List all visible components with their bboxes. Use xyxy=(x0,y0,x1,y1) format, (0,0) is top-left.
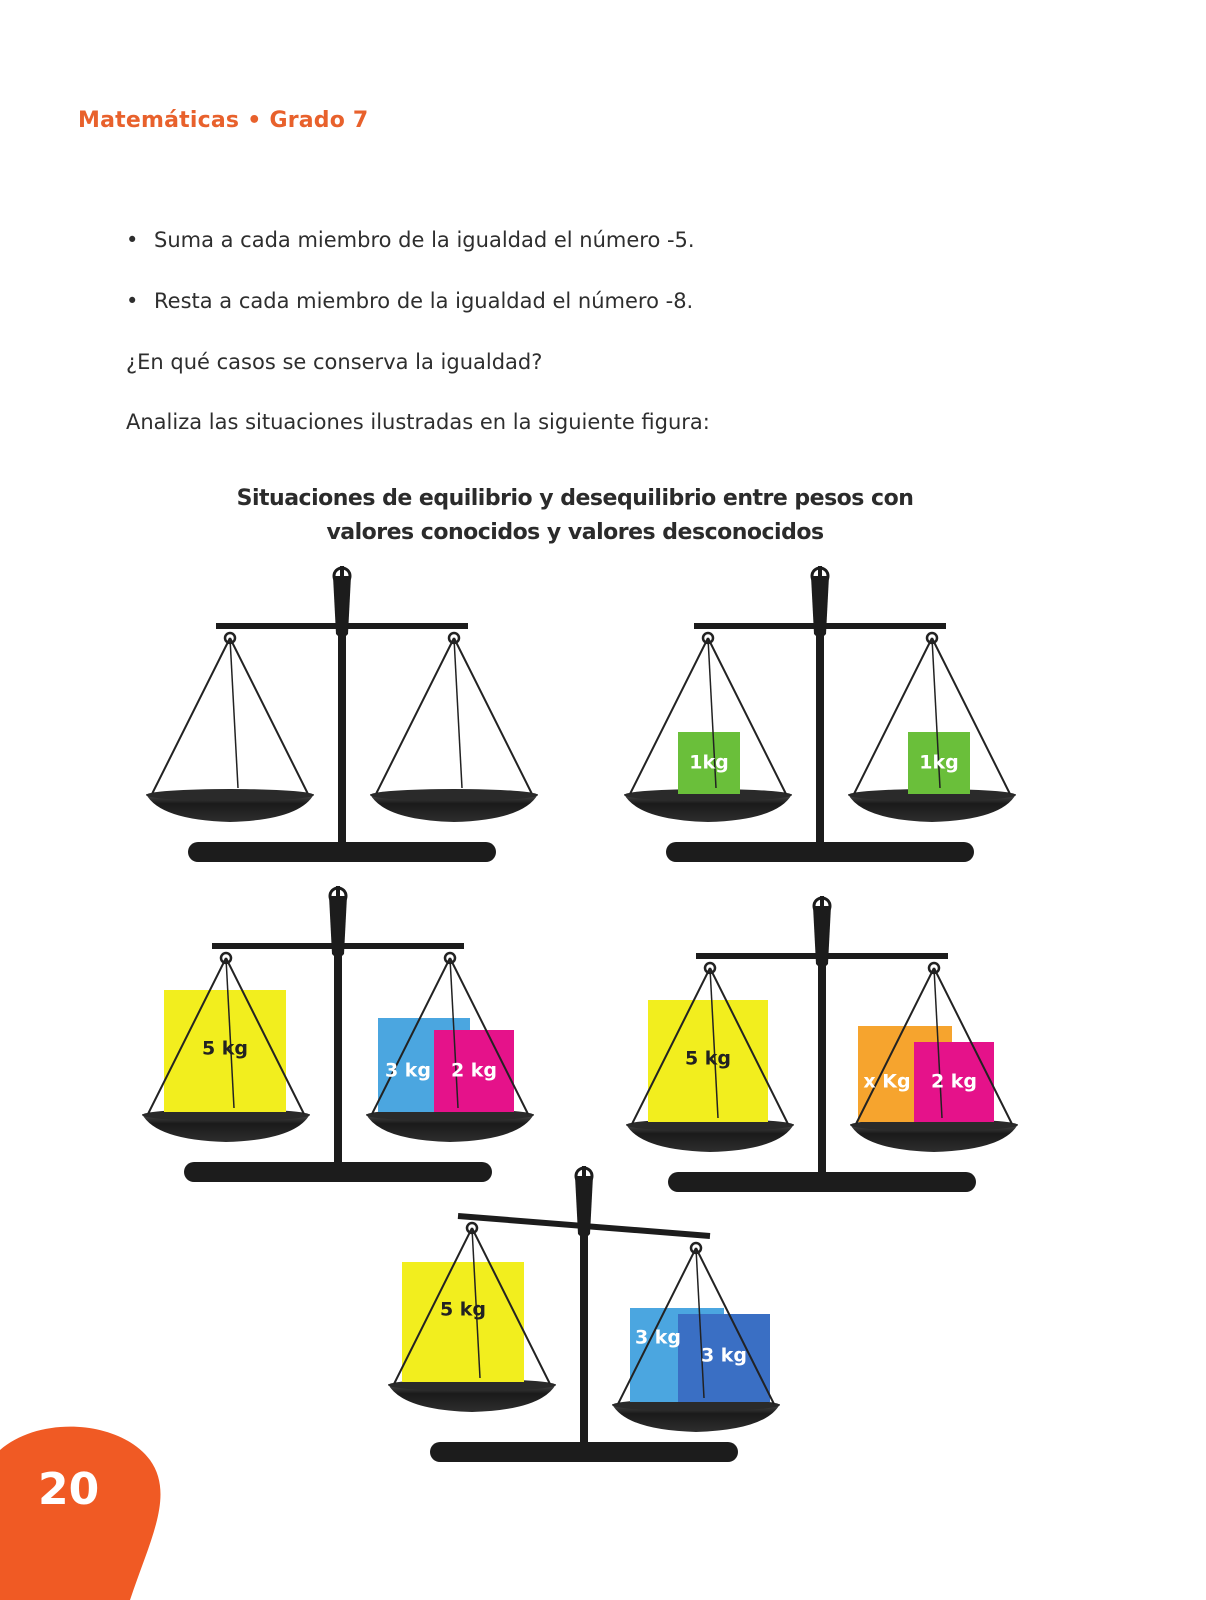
weight-label: x Kg xyxy=(863,1070,911,1093)
figure-title-line: Situaciones de equilibrio y desequilibrio entre pesos con xyxy=(236,486,914,511)
scale-top-pin xyxy=(336,886,340,898)
balance-scale xyxy=(624,566,1016,862)
scale-top-pin xyxy=(818,566,822,578)
scale-string xyxy=(454,638,532,794)
scale-top-pin xyxy=(582,1166,586,1178)
weight-label: 3 kg xyxy=(384,1059,432,1082)
scale-pan-rim xyxy=(370,789,538,801)
scale-base xyxy=(188,842,496,862)
scale-top-pin xyxy=(340,566,344,578)
weight-label: 1kg xyxy=(919,751,959,774)
weight-label: 1kg xyxy=(689,751,729,774)
instruction-text: Analiza las situaciones ilustradas en la siguiente figura: xyxy=(126,410,710,434)
balance-scale xyxy=(388,1166,780,1462)
scale-pointer xyxy=(575,1176,593,1240)
scale-base xyxy=(668,1172,976,1192)
page-number: 20 xyxy=(38,1464,100,1515)
scale-string xyxy=(230,638,238,788)
scale-pointer xyxy=(811,576,829,640)
scale-base xyxy=(666,842,974,862)
weight-label: 5 kg xyxy=(201,1037,249,1060)
scale-string xyxy=(454,638,462,788)
bullet-mark: • xyxy=(126,289,139,313)
scale-pointer xyxy=(333,576,351,640)
bullet-mark: • xyxy=(126,228,139,252)
scale-pointer xyxy=(813,906,831,970)
weight-label: 2 kg xyxy=(930,1070,978,1093)
header-grade: Grado 7 xyxy=(269,108,369,133)
weight-label: 3 kg xyxy=(634,1326,682,1349)
balance-scale xyxy=(626,896,1018,1192)
scale-base xyxy=(430,1442,738,1462)
question-text: ¿En qué casos se conserva la igualdad? xyxy=(126,350,543,374)
weight-block xyxy=(402,1262,524,1382)
scale-string xyxy=(376,638,454,794)
scale-string xyxy=(152,638,230,794)
figure-title-line: valores conocidos y valores desconocidos xyxy=(326,520,824,545)
scale-string xyxy=(230,638,308,794)
balance-scale xyxy=(146,566,538,862)
scale-top-pin xyxy=(820,896,824,908)
balance-scale xyxy=(142,886,534,1182)
weight-label: 3 kg xyxy=(700,1344,748,1367)
weight-label: 5 kg xyxy=(439,1298,487,1321)
weight-label: 2 kg xyxy=(450,1059,498,1082)
scale-pan-rim xyxy=(146,789,314,801)
bullet-text: Suma a cada miembro de la igualdad el número -5. xyxy=(154,228,695,252)
bullet-text: Resta a cada miembro de la igualdad el número -8. xyxy=(154,289,694,313)
weight-label: 5 kg xyxy=(684,1047,732,1070)
header-separator: • xyxy=(247,108,262,133)
scale-pointer xyxy=(329,896,347,960)
scale-base xyxy=(184,1162,492,1182)
header-subject: Matemáticas xyxy=(78,108,240,133)
